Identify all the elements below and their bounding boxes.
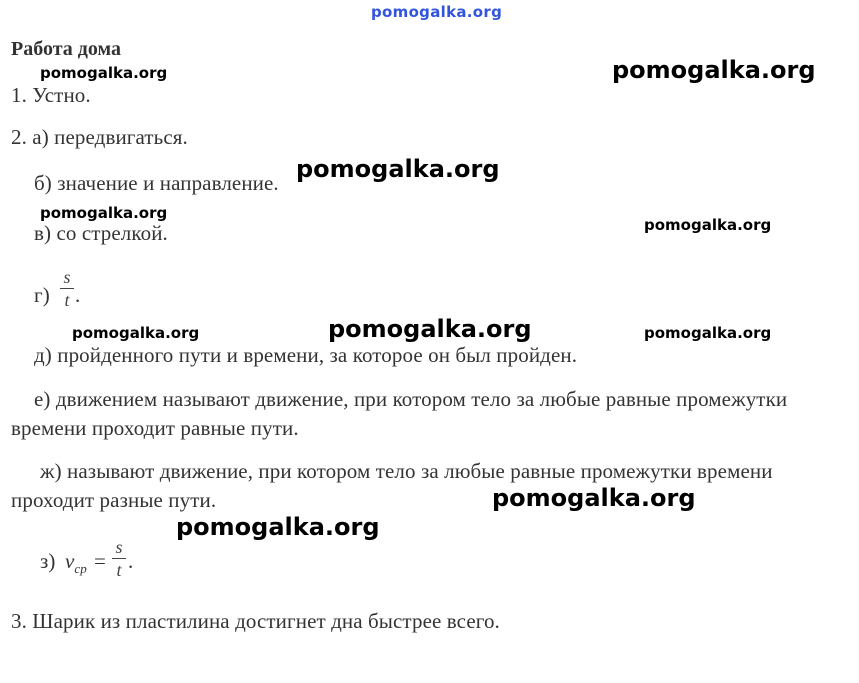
answer-2v: в) со стрелкой. — [34, 221, 168, 245]
fraction-numerator: s — [115, 537, 123, 557]
answer-2e-line1: е) движением называют движение, при котором тело за любые равные промежутки — [34, 387, 788, 411]
watermark: pomogalka.org — [40, 64, 168, 82]
answer-2zh-line2: проходит разные пути. — [11, 488, 217, 512]
answer-2e-line2: времени проходит равные пути. — [11, 416, 299, 440]
page-title: Работа дома — [11, 38, 121, 60]
fraction-denominator: t — [64, 290, 70, 310]
velocity-symbol — [65, 549, 87, 577]
fraction-bar — [60, 288, 74, 289]
fraction-s-over-t — [60, 268, 74, 309]
velocity-subscript: ср — [74, 561, 87, 577]
fraction-bar — [112, 558, 126, 559]
watermark: pomogalka.org — [492, 484, 696, 512]
answer-2g-label: г) — [34, 283, 50, 307]
answer-2a: 2. а) передвигаться. — [11, 125, 188, 149]
equals-sign: = — [94, 549, 106, 573]
site-link[interactable]: pomogalka.org — [371, 3, 503, 21]
fraction-s-over-t-2 — [112, 538, 126, 579]
answer-2b: б) значение и направление. — [34, 171, 279, 195]
watermark: pomogalka.org — [40, 204, 168, 222]
watermark: pomogalka.org — [644, 324, 772, 342]
answer-1: 1. Устно. — [11, 83, 91, 107]
fraction-denominator: t — [116, 560, 122, 580]
answer-2z-period: . — [128, 549, 134, 573]
watermark: pomogalka.org — [72, 324, 200, 342]
watermark: pomogalka.org — [328, 315, 532, 343]
watermark: pomogalka.org — [612, 56, 816, 84]
watermark: pomogalka.org — [296, 155, 500, 183]
fraction-numerator: s — [63, 267, 71, 287]
answer-2z-label: з) — [40, 549, 56, 573]
watermark: pomogalka.org — [644, 216, 772, 234]
watermark: pomogalka.org — [176, 513, 380, 541]
velocity-v: v — [65, 549, 75, 573]
answer-3: 3. Шарик из пластилина достигнет дна быстрее всего. — [11, 609, 500, 633]
answer-2d: д) пройденного пути и времени, за которое он был пройден. — [34, 343, 578, 367]
answer-2zh-line1: ж) называют движение, при котором тело за любые равные промежутки времени — [40, 459, 773, 483]
answer-2g-period: . — [75, 283, 81, 307]
